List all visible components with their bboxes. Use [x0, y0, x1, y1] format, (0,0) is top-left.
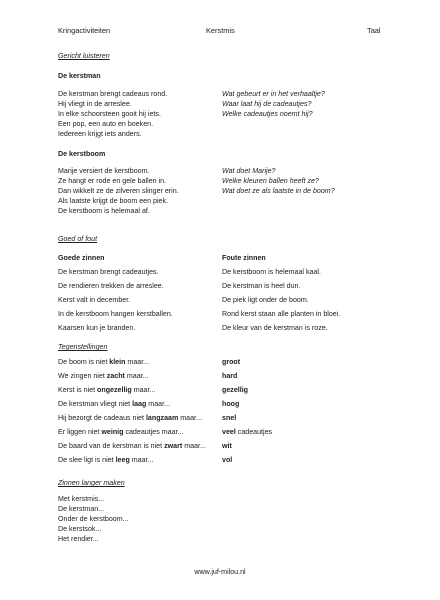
story2-title: De kerstboom — [58, 150, 106, 158]
story1-question: Welke cadeautjes noemt hij? — [222, 110, 313, 118]
story1-title: De kerstman — [58, 72, 101, 80]
good-sentence: In de kerstboom hangen kerstballen. — [58, 310, 173, 318]
good-sentences-header: Goede zinnen — [58, 254, 105, 262]
wrong-sentence: De kerstman is heel dun. — [222, 282, 301, 290]
opposite-prompt: De baard van de kerstman is niet zwart maar... — [58, 442, 206, 450]
opposite-prompt: We zingen niet zacht maar... — [58, 372, 149, 380]
story1-line: Een pop, een auto en boeken. — [58, 120, 154, 128]
header-left: Kringactiviteiten — [58, 26, 111, 35]
opposite-prompt: De boom is niet klein maar... — [58, 358, 150, 366]
opposite-answer: hoog — [222, 400, 240, 408]
story1-question: Wat gebeurt er in het verhaaltje? — [222, 90, 325, 98]
opposite-prompt: De slee ligt is niet leeg maar... — [58, 456, 154, 464]
wrong-sentence: Rond kerst staan alle planten in bloei. — [222, 310, 341, 318]
wrong-sentence: De piek ligt onder de boom. — [222, 296, 309, 304]
opposite-prompt: Er liggen niet weinig cadeautjes maar... — [58, 428, 184, 436]
sentence-starter: Onder de kerstboom... — [58, 515, 129, 523]
sentence-starter: Met kerstmis... — [58, 495, 105, 503]
opposite-prompt: Hij bezorgt de cadeaus niet langzaam maar... — [58, 414, 202, 422]
opposite-answer: groot — [222, 358, 241, 366]
good-sentence: De kerstman brengt cadeautjes. — [58, 268, 159, 276]
opposite-prompt: De kerstman vliegt niet laag maar... — [58, 400, 170, 408]
story2-line: Dan wikkelt ze de zilveren slinger erin. — [58, 187, 179, 195]
story2-line: Marije versiert de kerstboom. — [58, 167, 150, 175]
story1-line: Hij vliegt in de arreslee. — [58, 100, 132, 108]
story2-question: Welke kleuren ballen heeft ze? — [222, 177, 319, 185]
story2-line: Ze hangt er rode en gele ballen in. — [58, 177, 167, 185]
good-sentence: Kerst valt in december. — [58, 296, 131, 304]
sentence-starter: De kerstman... — [58, 505, 105, 513]
opposite-answer: vol — [222, 456, 233, 464]
story2-question: Wat doet ze als laatste in de boom? — [222, 187, 335, 195]
good-sentence: Kaarsen kun je branden. — [58, 324, 136, 332]
wrong-sentences-header: Foute zinnen — [222, 254, 266, 262]
opposite-answer: hard — [222, 372, 238, 380]
opposite-answer: gezellig — [222, 386, 249, 394]
opposite-prompt: Kerst is niet ongezellig maar... — [58, 386, 156, 394]
sentence-starter: Het rendier... — [58, 535, 99, 543]
section-title-listening: Gericht luisteren — [58, 52, 110, 60]
opposite-answer: snel — [222, 414, 237, 422]
opposite-answer: veel cadeautjes — [222, 428, 273, 436]
story1-line: In elke schoorsteen gooit hij iets. — [58, 110, 161, 118]
story2-line: De kerstboom is helemaal af. — [58, 207, 150, 215]
story1-question: Waar laat hij de cadeautjes? — [222, 100, 312, 108]
header-right: Taal — [367, 26, 381, 35]
good-sentence: De rendieren trekken de arreslee. — [58, 282, 164, 290]
sentence-starter: De kerstsok... — [58, 525, 102, 533]
section-title-opposites: Tegenstellingen — [58, 343, 108, 351]
story2-line: Als laatste krijgt de boom een piek. — [58, 197, 169, 205]
wrong-sentence: De kerstboom is helemaal kaal. — [222, 268, 321, 276]
section-title-longer-sentences: Zinnen langer maken — [58, 479, 125, 487]
section-title-true-false: Goed of fout — [58, 235, 98, 243]
header-center: Kerstmis — [206, 26, 235, 35]
story1-line: Iedereen krijgt iets anders. — [58, 130, 142, 138]
story2-question: Wat doet Marije? — [222, 167, 276, 175]
opposite-answer: wit — [222, 442, 232, 450]
footer-url: www.juf-milou.nl — [194, 568, 246, 576]
story1-line: De kerstman brengt cadeaus rond. — [58, 90, 168, 98]
wrong-sentence: De kleur van de kerstman is roze. — [222, 324, 328, 332]
